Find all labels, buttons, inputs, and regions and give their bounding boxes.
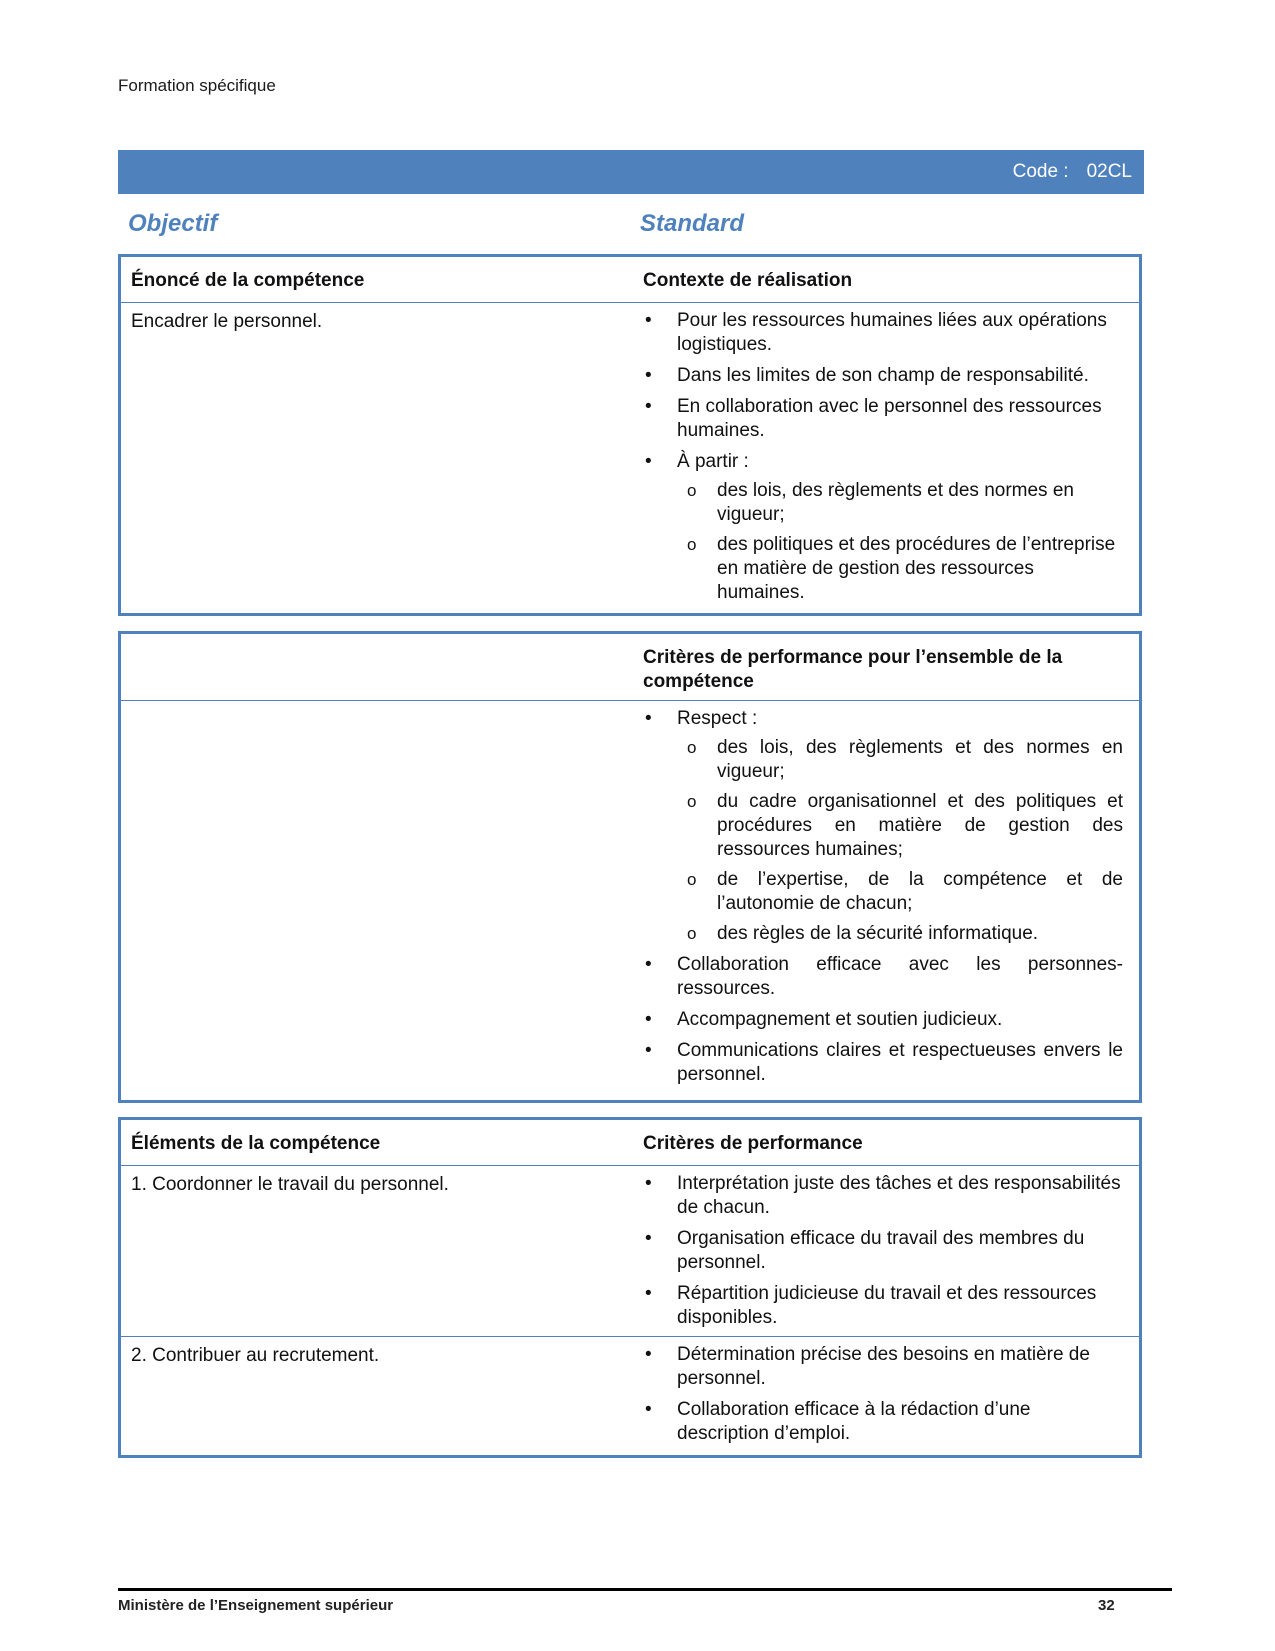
- code-label: Code :: [1012, 161, 1069, 182]
- table-row: [121, 303, 1139, 605]
- context-header: Contexte de réalisation: [643, 270, 853, 291]
- list-item: • Collaboration efficace avec les personnes-ressources.: [643, 953, 1123, 1001]
- competency-statement: Encadrer le personnel.: [131, 311, 323, 332]
- bullet-icon: [645, 395, 652, 419]
- sub-list-item: o des lois, des règlements et des normes en vigueur;: [677, 479, 1123, 527]
- table-header-row: [121, 634, 1139, 701]
- list-item: • Détermination précise des besoins en matière de personnel.: [643, 1343, 1123, 1391]
- standard-heading: Standard: [640, 210, 745, 237]
- page-number: 32: [1098, 1597, 1115, 1614]
- list-item: • En collaboration avec le personnel des ressources humaines.: [643, 395, 1123, 443]
- bullet-icon: [645, 450, 652, 474]
- competency-elements-table: [118, 1117, 1142, 1458]
- bullet-icon: [645, 953, 652, 977]
- column-headings: [128, 210, 1128, 240]
- footer-divider: [118, 1588, 1172, 1591]
- sub-list-item: o des politiques et des procédures de l’entreprise en matière de gestion des ressources humaines.: [677, 533, 1123, 605]
- code-value: 02CL: [1086, 161, 1132, 182]
- list-item: • Communications claires et respectueuses envers le personnel.: [643, 1039, 1123, 1087]
- criteria-header: Critères de performance: [643, 1133, 863, 1154]
- bullet-icon: [645, 1172, 652, 1196]
- overall-performance-criteria-table: [118, 631, 1142, 1103]
- list-item: • Répartition judicieuse du travail et des ressources disponibles.: [643, 1282, 1123, 1330]
- sub-list-item: o des lois, des règlements et des normes en vigueur;: [677, 736, 1123, 784]
- circle-bullet-icon: [687, 922, 696, 946]
- bullet-icon: [645, 1398, 652, 1422]
- circle-bullet-icon: [687, 533, 696, 557]
- bullet-icon: [645, 1343, 652, 1367]
- list-item: • Respect : o des lois, des règlements et des normes en vigueur; o du cadre organisationnel et des politiques et procédures en matière de gestion des ressources humaines; o de l’expertise, de la compétence et de l’autonomie de chacun; o des règles de la sécurité informatique.: [643, 707, 1123, 946]
- competency-statement-table: [118, 254, 1142, 616]
- bullet-icon: [645, 1227, 652, 1251]
- list-item: • Accompagnement et soutien judicieux.: [643, 1008, 1123, 1032]
- sub-list-item: o des règles de la sécurité informatique.: [677, 922, 1123, 946]
- footer-ministry: Ministère de l’Enseignement supérieur: [118, 1597, 394, 1614]
- statement-header: Énoncé de la compétence: [131, 270, 365, 291]
- table-header-row: [121, 257, 1139, 303]
- sub-list-item: o du cadre organisationnel et des politiques et procédures en matière de gestion des ressources humaines;: [677, 790, 1123, 862]
- overall-criteria-list: [643, 701, 1123, 1087]
- list-item: • Pour les ressources humaines liées aux opérations logistiques.: [643, 309, 1123, 357]
- table-row: [121, 701, 1139, 1087]
- list-item: • Organisation efficace du travail des membres du personnel.: [643, 1227, 1123, 1275]
- criteria-list: [643, 1166, 1123, 1330]
- circle-bullet-icon: [687, 736, 696, 760]
- circle-bullet-icon: [687, 868, 696, 892]
- element-label: 2. Contribuer au recrutement.: [131, 1345, 380, 1366]
- context-list: [643, 303, 1123, 605]
- list-item: • Collaboration efficace à la rédaction d’une description d’emploi.: [643, 1398, 1123, 1446]
- circle-bullet-icon: [687, 479, 696, 503]
- bullet-icon: [645, 1039, 652, 1063]
- running-header: Formation spécifique: [118, 76, 276, 95]
- list-item: • Dans les limites de son champ de responsabilité.: [643, 364, 1123, 388]
- circle-bullet-icon: [687, 790, 696, 814]
- element-label: 1. Coordonner le travail du personnel.: [131, 1174, 449, 1195]
- bullet-icon: [645, 364, 652, 388]
- criteria-list: [643, 1337, 1123, 1446]
- bullet-icon: [645, 1282, 652, 1306]
- objective-heading: Objectif: [128, 210, 218, 237]
- table-header-row: [121, 1120, 1139, 1166]
- overall-criteria-header: Critères de performance pour l’ensemble de la compétence: [643, 647, 1063, 692]
- table-row: [121, 1166, 1139, 1337]
- bullet-icon: [645, 707, 652, 731]
- elements-header: Éléments de la compétence: [131, 1133, 381, 1154]
- list-item: • À partir : o des lois, des règlements et des normes en vigueur; o des politiques et des procédures de l’entreprise en matière de gestion des ressources humaines.: [643, 450, 1123, 605]
- sub-list-item: o de l’expertise, de la compétence et de l’autonomie de chacun;: [677, 868, 1123, 916]
- table-row: [121, 1337, 1139, 1452]
- code-banner: [118, 150, 1144, 194]
- code-block: [1013, 161, 1132, 183]
- bullet-icon: [645, 1008, 652, 1032]
- bullet-icon: [645, 309, 652, 333]
- list-item: • Interprétation juste des tâches et des responsabilités de chacun.: [643, 1172, 1123, 1220]
